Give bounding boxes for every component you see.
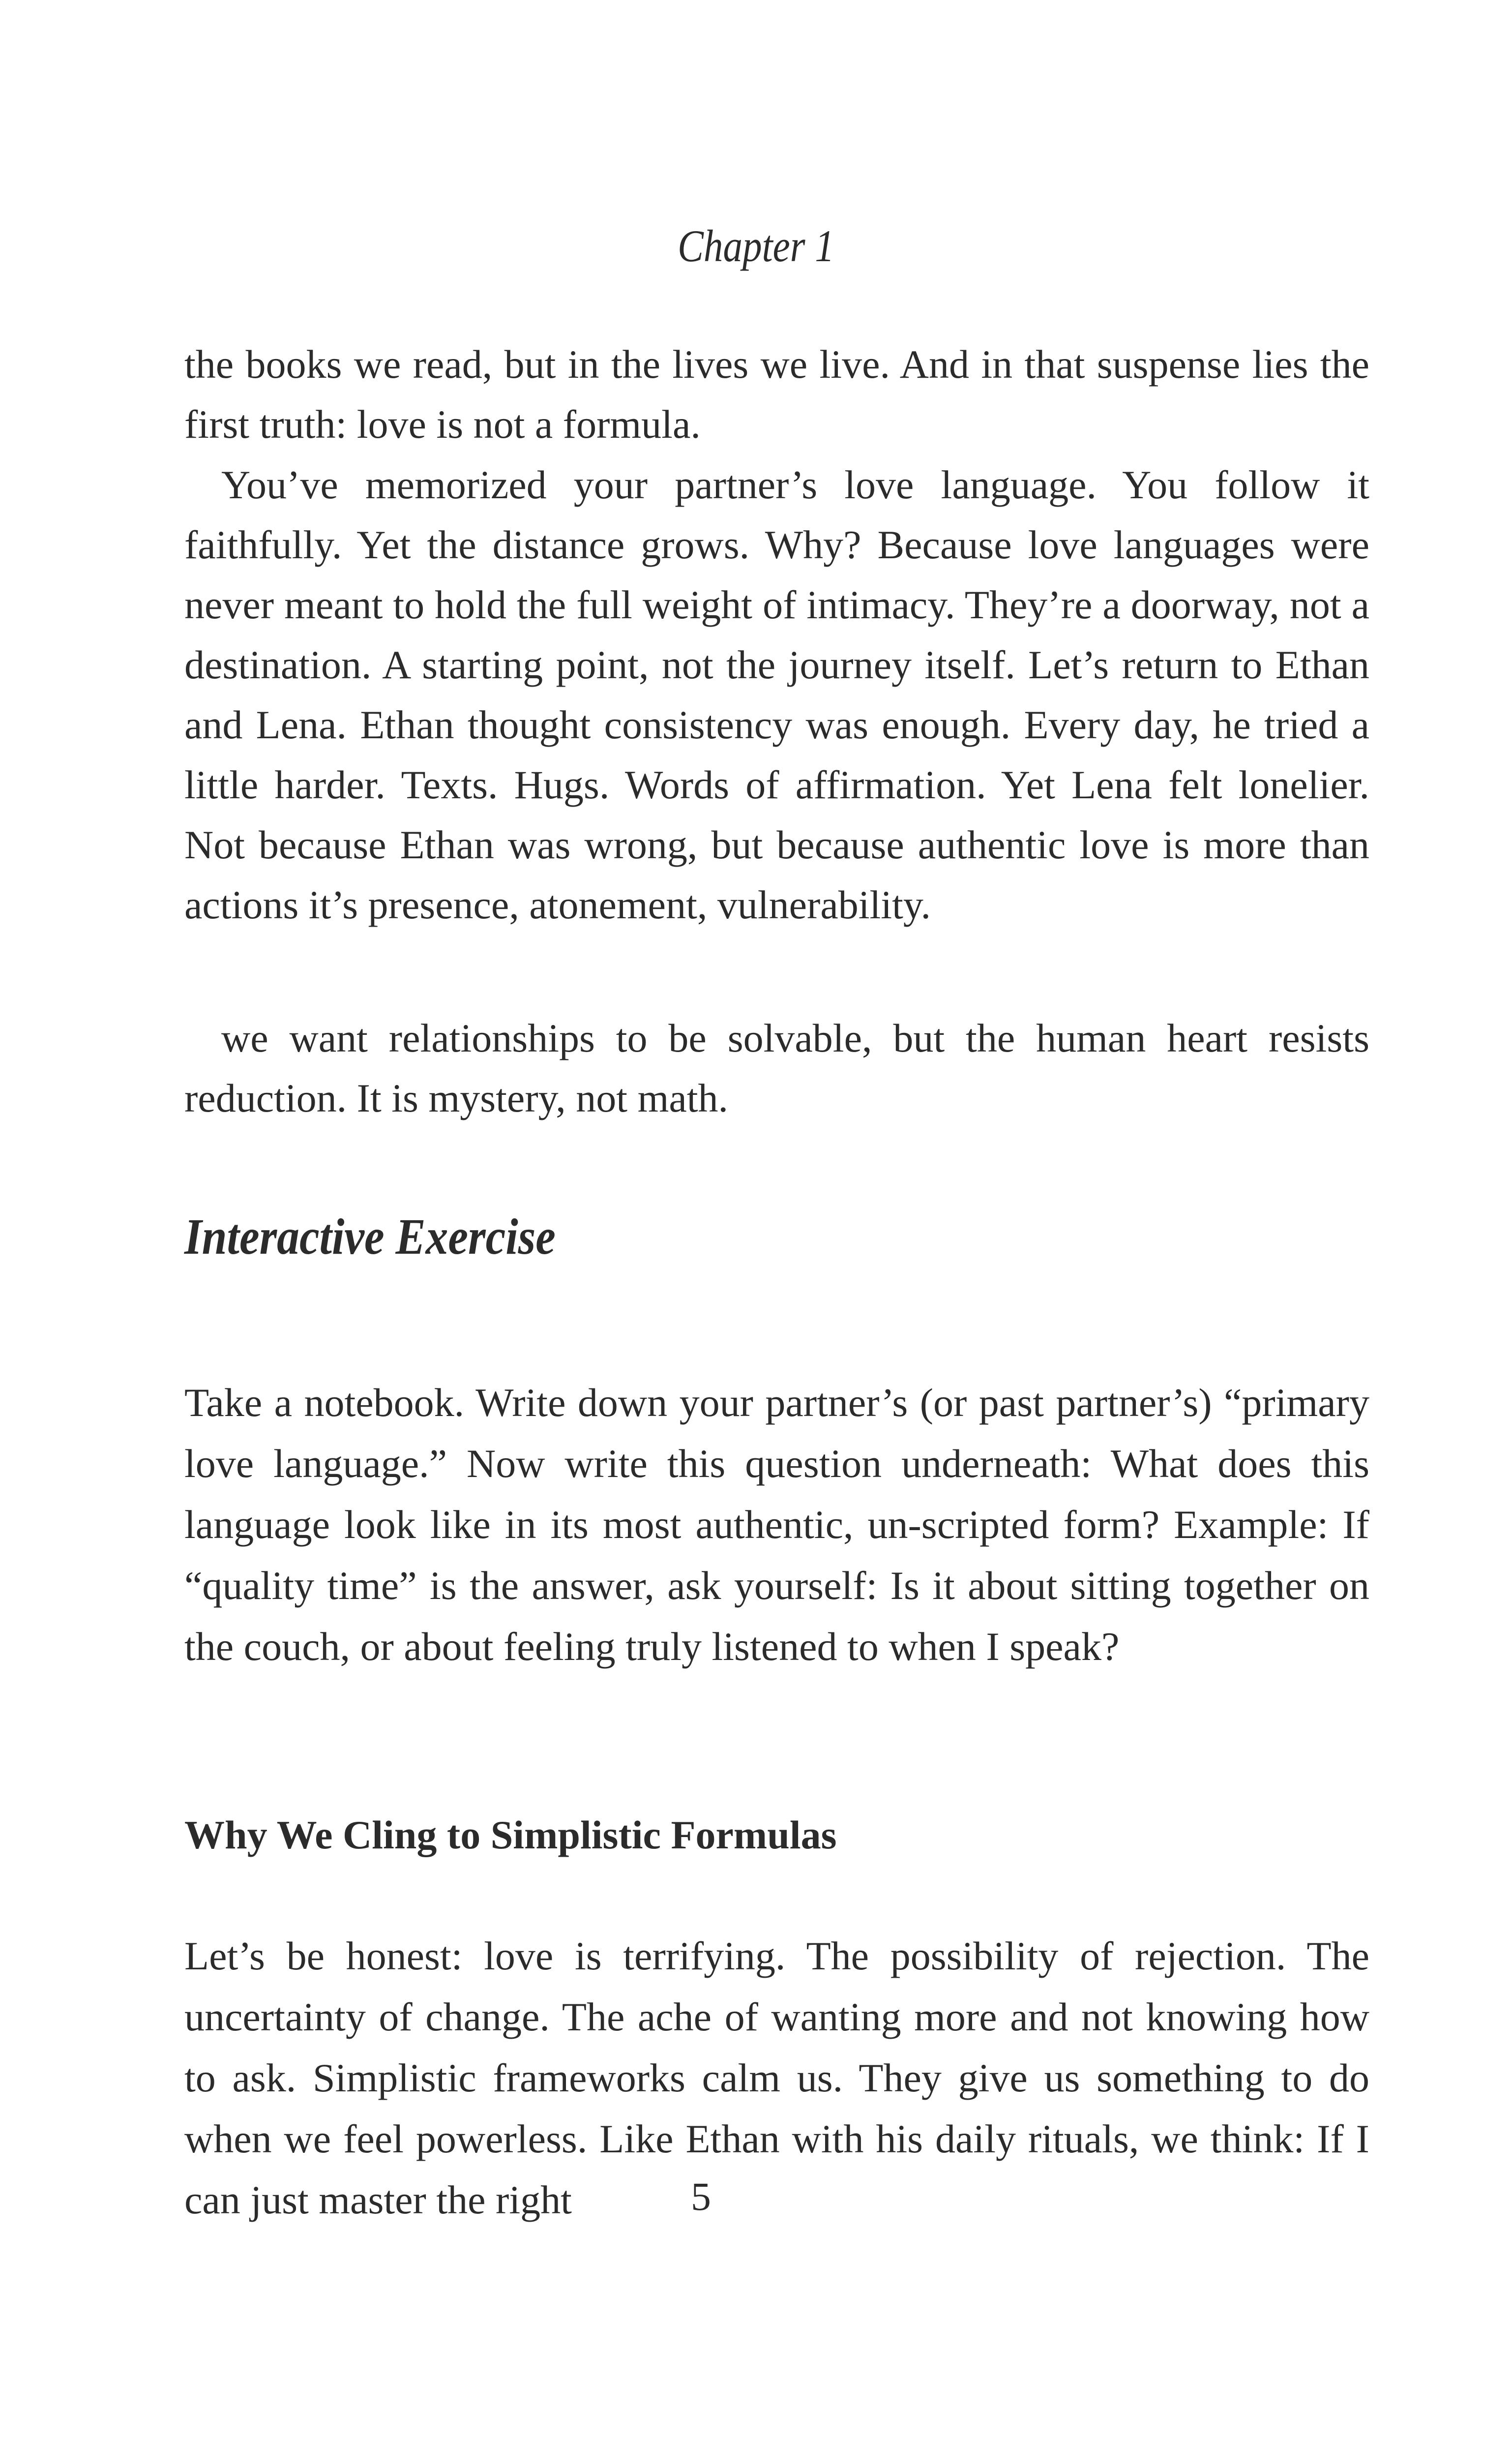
paragraph-continuation: the books we read, but in the lives we live. And in that suspense lies the first truth: love is not a formula.	[184, 342, 1369, 447]
running-head: Chapter 1	[678, 221, 834, 271]
page-number: 5	[691, 2174, 711, 2219]
section-heading-interactive-exercise: Interactive Exercise	[184, 1208, 556, 1265]
paragraph-honesty: Let’s be honest: love is terrifying. The possibility of rejection. The uncertainty of change. The ache of wanting more and not knowing how to ask. Simplistic frameworks calm us. They give us something to do when we feel powerless. Like Ethan with his daily rituals, we think: If I can just master the right	[184, 1933, 1369, 2222]
paragraph-exercise: Take a notebook. Write down your partner’s (or past partner’s) “primary love language.” Now write this question underneath: What does this language look like in its most authentic, un-scripted form? Example: If “quality time” is the answer, ask yourself: Is it about sitting together on the couch, or about feeling truly listened to when I speak?	[184, 1380, 1369, 1669]
paragraph-love-languages: You’ve memorized your partner’s love language. You follow it faithfully. Yet the distance grows. Why? Because love languages were never meant to hold the full weight of intimacy. They’re a doorway, not a destination. A starting point, not the journey itself. Let’s return to Ethan and Lena. Ethan thought consistency was enough. Every day, he tried a little harder. Texts. Hugs. Words of affirmation. Yet Lena felt lonelier. Not because Ethan was wrong, but because authentic love is more than actions it’s presence, atonement, vulnerability.	[184, 462, 1369, 927]
subheading-simplistic-formulas: Why We Cling to Simplistic Formulas	[184, 1812, 837, 1857]
paragraph-mystery: we want relationships to be solvable, but the human heart resists reduction. It is mystery, not math.	[184, 1016, 1369, 1120]
